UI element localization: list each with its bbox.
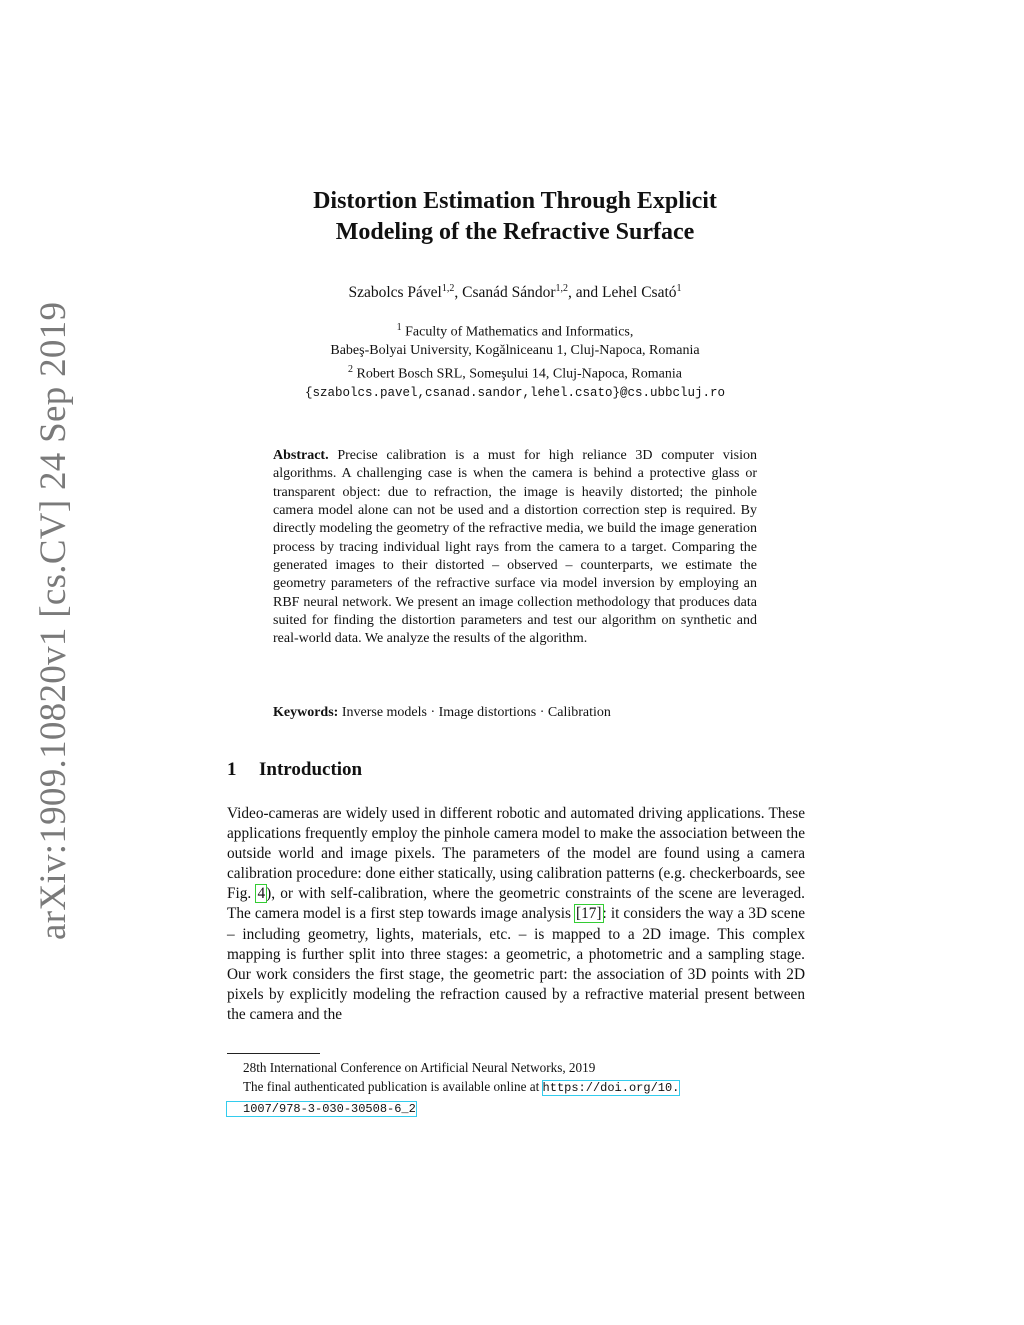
affiliation-2-name: Robert Bosch SRL, Someşului 14, Cluj-Napoca, Romania — [356, 366, 682, 382]
doi-link-part-1[interactable]: https://doi.org/10. — [542, 1081, 680, 1095]
footnote-conference: 28th International Conference on Artificial Neural Networks, 2019 — [243, 1060, 596, 1075]
author-2: Csanád Sándor — [462, 284, 556, 302]
figure-reference-link[interactable]: 4 — [257, 885, 266, 903]
intro-text-3: : it considers the way a 3D scene – including geometry, lights, materials, etc. – is mapped to a 2D image. This complex mapping is further split into three stages: a geometric, a photometric and a sampling stage. Our work considers the first stage, the geometric part: the association of 3D points with 2D pixels by explicitly modeling the refraction caused by a refractive material present between the camera and the — [227, 905, 806, 1023]
affiliation-1-line-2: Babeş-Bolyai University, Kogălniceanu 1, Cluj-Napoca, Romania — [330, 343, 700, 359]
citation-link[interactable]: [17] — [576, 905, 602, 923]
footnote-publication-text: The final authenticated publication is available online at — [243, 1079, 540, 1094]
abstract — [273, 447, 757, 649]
affiliation-1-mark: 1 — [396, 322, 402, 333]
footnote-publication — [227, 1077, 805, 1098]
affiliations — [200, 319, 830, 402]
author-emails: {szabolcs.pavel,csanad.sandor,lehel.csato}@cs.ubbcluj.ro — [304, 385, 726, 400]
author-1-affil: 1,2 — [441, 283, 455, 294]
author-1: Szabolcs Pável — [348, 284, 442, 302]
section-number: 1 — [227, 759, 237, 780]
abstract-label: Abstract. — [273, 448, 329, 463]
author-list: Szabolcs Pável$^{1,2}$, Csanád Sándor$^{1,2}$, and Lehel Csató$^1$ — [348, 283, 682, 302]
keywords-text: Inverse models · Image distortions · Calibration — [341, 705, 611, 720]
section-heading — [227, 759, 362, 781]
footnotes — [227, 1058, 805, 1119]
author-2-affil: 1,2 — [555, 283, 569, 294]
affiliation-2-mark: 2 — [348, 363, 353, 375]
keywords-label: Keywords: — [273, 705, 339, 720]
doi-link-part-2[interactable]: 1007/978-3-030-30508-6_2 — [227, 1102, 416, 1116]
abstract-text: Precise calibration is a must for high reliance 3D computer vision algorithms. A challenging case is when the camera is behind a protective glass or transparent object: due to refraction, the image is heavily distorted; the pinhole camera model alone can not be used and a distortion correction step is required. By directly modeling the geometry of the refractive media, we build the image generation process by tracing individual light rays from the camera to a target. Comparing the generated images to their distorted – observed – counterparts, we estimate the geometry parameters of the refractive surface via model inversion by employing an RBF neural network. We present an image collection methodology that produces data suited for finding the distortion parameters and test our algorithm on synthetic and real-world data. We analyze the results of the algorithm. — [273, 448, 758, 647]
keywords — [273, 705, 757, 721]
footnote-doi-continuation — [227, 1098, 805, 1119]
title-line-1: Distortion Estimation Through Explicit — [313, 188, 717, 214]
title-line-2: Modeling of the Refractive Surface — [335, 219, 695, 245]
author-3-affil: 1 — [676, 283, 682, 294]
intro-text-1: Video-cameras are widely used in different robotic and automated driving applications. These applications frequently employ the pinhole camera model to make the association between the outside world and image pixels. The parameters of the model are found using a camera calibration procedure: done either statically, using calibration patterns (e.g. checkerboards, see Fig. — [227, 805, 805, 903]
footnote-rule — [227, 1053, 320, 1054]
paper-title — [200, 186, 830, 248]
arxiv-identifier: arXiv:1909.10820v1 [cs.CV] 24 Sep 2019 — [33, 301, 74, 940]
intro-text-2: ), or with self-calibration, where the geometric constraints of the scene are leveraged. The camera model is a first step towards image analysis — [227, 885, 805, 923]
affiliation-1-name: Faculty of Mathematics and Informatics, — [405, 324, 634, 340]
author-3: and Lehel Csató — [575, 284, 677, 302]
affiliation-1-line-1 — [200, 319, 830, 342]
section-title: Introduction — [259, 759, 363, 780]
affiliation-2 — [200, 361, 830, 384]
intro-paragraph — [227, 804, 805, 1025]
